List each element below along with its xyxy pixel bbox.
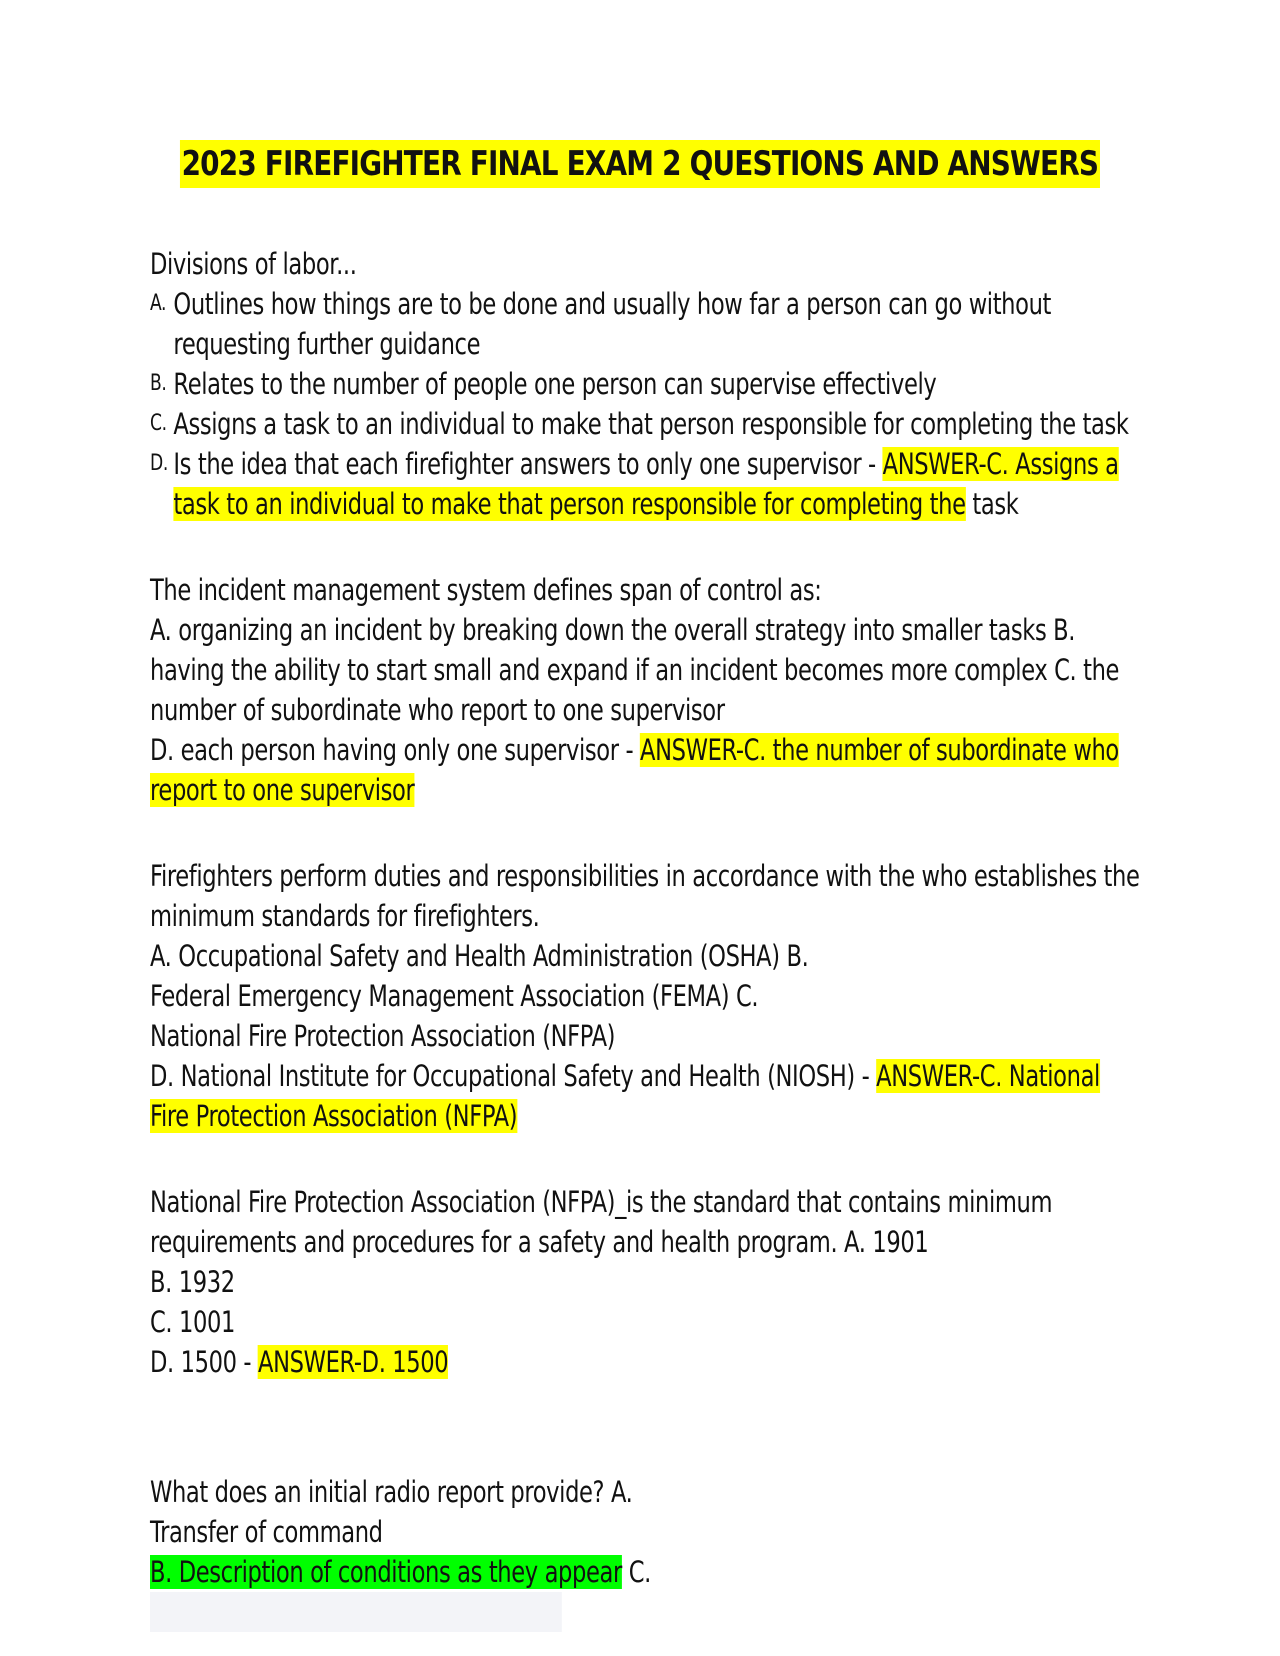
- question-1-text: Divisions of labor...: [150, 247, 357, 281]
- answer-highlight: task to an individual to make that person responsible for completing the: [173, 487, 966, 521]
- question-4: National Fire Protection Association (NFPA)_is the standard that contains minimum requirements and procedures for a safety and health program. A. 1901 B. 1932 C. 1001 D. 1500 - ANSWER-D. 1500: [150, 1185, 1053, 1379]
- question-2: The incident management system defines span of control as: A. organizing an incident by breaking down the overall strategy into smaller tasks B. having the ability to start small and expand if an incident becomes more complex C. the number of subordinate who report to one supervisor D. each person having only one supervisor - ANSWER-C. the number of subordinate who report to one supervisor: [150, 573, 1120, 807]
- question-5: What does an initial radio report provide? A. Transfer of command B. Description of conditions as they appear C.: [150, 1472, 1128, 1632]
- answer-highlight: Fire Protection Association (NFPA): [150, 1099, 518, 1133]
- option-d: D. Is the idea that each firefighter answers to only one supervisor - ANSWER-C. Assigns a task to an individual to make that person responsible for completing the task: [150, 447, 1119, 521]
- answer-highlight: ANSWER-C. the number of subordinate who: [640, 733, 1119, 767]
- document-title: 2023 FIREFIGHTER FINAL EXAM 2 QUESTIONS AND ANSWERS: [0, 140, 1280, 188]
- question-3: Firefighters perform duties and responsibilities in accordance with the who establishes the minimum standards for firefighters. A. Occupational Safety and Health Administration (OSHA) B. Federal Emergency Management Association (FEMA) C. National Fire Protection Association (NFPA) D. National Institute for Occupational Safety and Health (NIOSH) - ANSWER-C. National Fire Protection Association (NFPA): [150, 859, 1140, 1133]
- answer-highlight: ANSWER-C. National: [876, 1059, 1100, 1093]
- answer-highlight-green: B. Description of conditions as they appear: [150, 1555, 622, 1589]
- document-content: [150, 244, 1140, 1428]
- answer-highlight: ANSWER-C. Assigns a: [882, 447, 1119, 481]
- answer-highlight: ANSWER-D. 1500: [258, 1345, 449, 1379]
- shaded-block: [150, 1592, 562, 1632]
- question-1: [150, 244, 1128, 524]
- option-b: B. Relates to the number of people one person can supervise effectively: [150, 367, 937, 401]
- option-a: A. Outlines how things are to be done and usually how far a person can go without requesting further guidance: [150, 287, 1052, 361]
- option-c: C. Assigns a task to an individual to make that person responsible for completing the task: [150, 407, 1129, 441]
- question-5-container: [150, 1472, 1130, 1632]
- answer-highlight: report to one supervisor: [150, 773, 415, 807]
- question-1-options: [150, 284, 1128, 524]
